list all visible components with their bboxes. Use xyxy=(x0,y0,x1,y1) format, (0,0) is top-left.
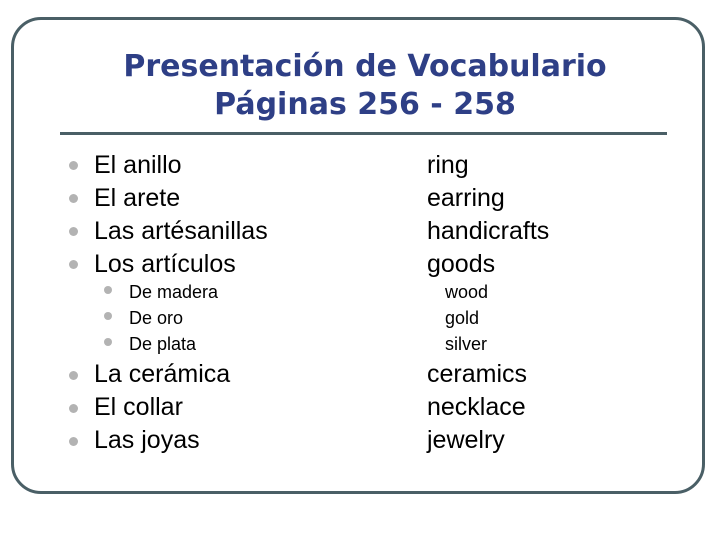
title-divider xyxy=(60,132,667,135)
vocab-english-4: goods xyxy=(427,250,496,278)
bullet-icon xyxy=(69,161,78,170)
vocab-spanish-2: El arete xyxy=(94,184,181,212)
slide-title xyxy=(60,48,670,124)
vocab2-spanish-3: Las joyas xyxy=(94,426,200,454)
vocab-english-2: earring xyxy=(427,184,505,212)
sub-bullet-icon xyxy=(104,338,112,346)
vocab-english-1: ring xyxy=(427,151,469,179)
sub-vocab-english-2: gold xyxy=(445,308,480,328)
vocab2-spanish-2: El collar xyxy=(94,393,183,421)
bullet-icon xyxy=(69,371,78,380)
vocab-spanish-4: Los artículos xyxy=(94,250,236,278)
sub-vocab-spanish-2: De oro xyxy=(129,308,184,328)
bullet-icon xyxy=(69,194,78,203)
vocab2-english-3: jewelry xyxy=(427,426,505,454)
vocab2-english-1: ceramics xyxy=(427,360,528,388)
bullet-icon xyxy=(69,260,78,269)
vocab2-english-2: necklace xyxy=(427,393,526,421)
sub-vocab-spanish-1: De madera xyxy=(129,282,219,302)
vocab-english-3: handicrafts xyxy=(427,217,550,245)
bullet-icon xyxy=(69,404,78,413)
sub-vocab-english-1: wood xyxy=(445,282,489,302)
sub-vocab-english-3: silver xyxy=(445,334,488,354)
vocab-spanish-3: Las artésanillas xyxy=(94,217,268,245)
vocab-spanish-1: El anillo xyxy=(94,151,182,179)
sub-bullet-icon xyxy=(104,286,112,294)
sub-bullet-icon xyxy=(104,312,112,320)
bullet-icon xyxy=(69,437,78,446)
title-line-1: Presentación de Vocabulario xyxy=(123,49,607,84)
sub-vocab-spanish-3: De plata xyxy=(129,334,197,354)
bullet-icon xyxy=(69,227,78,236)
vocab2-spanish-1: La cerámica xyxy=(94,360,231,388)
title-line-2: Páginas 256 - 258 xyxy=(214,87,516,122)
